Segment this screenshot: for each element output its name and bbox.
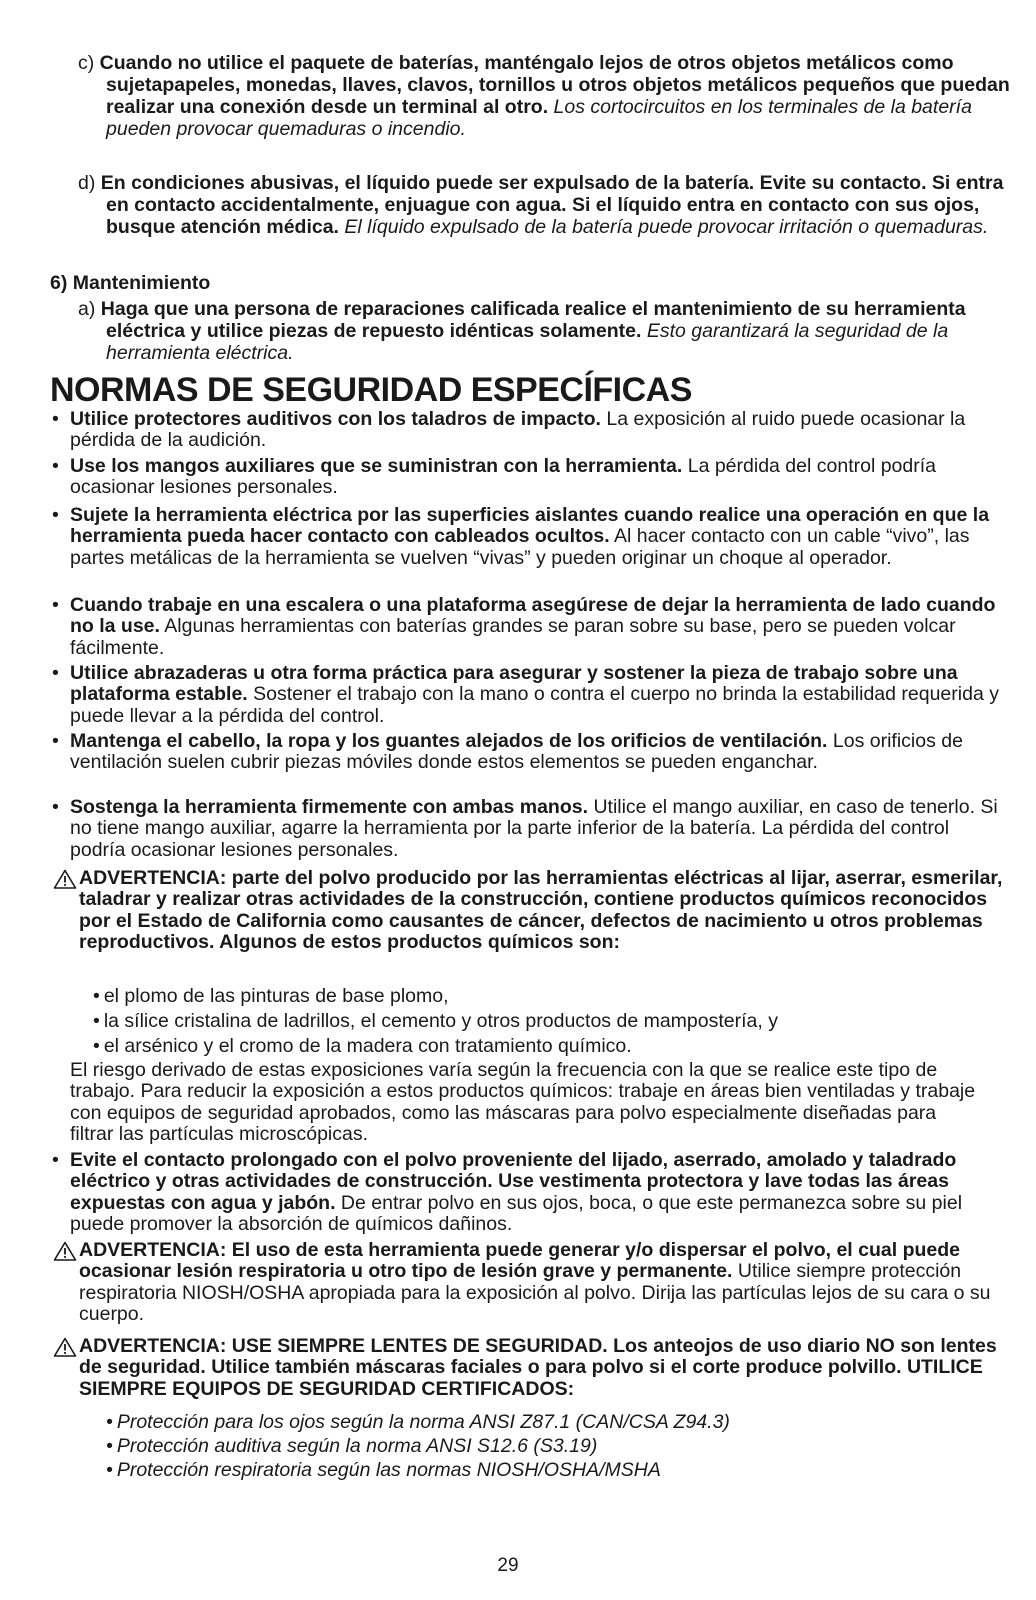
- list-item-text: Protección respiratoria según las normas NIOSH/OSHA/MSHA: [116, 1459, 661, 1481]
- item-bold-text: Cuando no utilice el paquete de baterías, manténgalo lejos de otros objetos metálicos como sujetapapeles, monedas, llaves, clavos, tornillos u otros objetos metálicos pequeños que puedan realizar una conexión desde un terminal al otro.: [99, 52, 1010, 118]
- bullet-dot: •: [52, 594, 59, 616]
- bullet-bold-text: Evite el contacto prolongado con el polvo proveniente del lijado, aserrado, amolado y taladrado eléctrico y otras actividades de construcción. Use vestimenta protectora y lave todas las áreas expuestas con agua y jabón.: [70, 1149, 957, 1214]
- bullet-dot: •: [93, 985, 100, 1007]
- chemical-list-item: [93, 1036, 632, 1057]
- warning-bold-text: ADVERTENCIA: USE SIEMPRE LENTES DE SEGURIDAD. Los anteojos de uso diario NO son lentes de seguridad. Utilice también máscaras faciales o para polvo si el corte produce polvillo. UTILICE SIEMPRE EQUIPOS DE SEGURIDAD CERTIFICADOS:: [79, 1335, 997, 1400]
- list-item-text: el arsénico y el cromo de la madera con tratamiento químico.: [103, 1035, 632, 1057]
- item-italic-text: Esto garantizará la seguridad de la herramienta eléctrica.: [106, 320, 949, 364]
- bullet-dot: •: [93, 1035, 100, 1057]
- warning-icon: [53, 1337, 77, 1357]
- bullet-bold-text: Utilice abrazaderas u otra forma práctica para asegurar y sostener la pieza de trabajo sobre una plataforma estable.: [70, 662, 958, 706]
- warning-block: [50, 1336, 1009, 1400]
- bullet-dot: •: [52, 504, 59, 526]
- bullet-text: Algunas herramientas con baterías grandes se paran sobre su base, pero se pueden volcar fácilmente.: [70, 615, 956, 659]
- bullet-bold-text: Sujete la herramienta eléctrica por las superficies aislantes cuando realice una operación en que la herramienta pueda hacer contacto con cableados ocultos.: [70, 504, 990, 548]
- list-item-text: Protección para los ojos según la norma ANSI Z87.1 (CAN/CSA Z94.3): [116, 1411, 730, 1433]
- bullet-item: [50, 731, 1000, 774]
- warning-text: Utilice siempre protección respiratoria NIOSH/OSHA apropiada para la exposición al polvo. Dirija las partículas lejos de su cara o su cuerpo.: [79, 1260, 991, 1326]
- bullet-bold-text: Sostenga la herramienta firmemente con ambas manos.: [70, 796, 589, 818]
- bullet-dot: •: [106, 1435, 113, 1457]
- bullet-text: De entrar polvo en sus ojos, boca, o que este permanezca sobre su piel puede promover la absorción de químicos dañinos.: [70, 1191, 963, 1236]
- bullet-item: [50, 595, 1000, 659]
- bullet-text: Utilice el mango auxiliar, en caso de tenerlo. Si no tiene mango auxiliar, agarre la herramienta por la parte inferior de la batería. La pérdida del control podría ocasionar lesiones personales.: [70, 796, 998, 861]
- bullet-dot: •: [52, 796, 59, 818]
- chemical-list-item: [93, 1011, 778, 1032]
- bullet-bold-text: Utilice protectores auditivos con los taladros de impacto.: [70, 408, 601, 430]
- section-title: NORMAS DE SEGURIDAD ESPECÍFICAS: [50, 371, 692, 409]
- bullet-item: [50, 456, 1000, 499]
- list-item-text: Protección auditiva según la norma ANSI S12.6 (S3.19): [116, 1435, 598, 1457]
- item-italic-text: El líquido expulsado de la batería puede provocar irritación o quemaduras.: [344, 216, 989, 238]
- item-bold-text: En condiciones abusivas, el líquido puede ser expulsado de la batería. Evite su contacto. Si entra en contacto accidentalmente, enjuague con agua. Si el líquido entra en contacto con sus ojos, busque atención médica.: [100, 172, 1004, 238]
- item-italic-text: Los cortocircuitos en los terminales de la batería pueden provocar quemaduras o incendio.: [106, 96, 972, 140]
- bullet-text: La pérdida del control podría ocasionar lesiones personales.: [70, 455, 936, 499]
- item-letter: d): [78, 172, 96, 194]
- warning-block: [50, 1240, 1009, 1326]
- safety-equipment-item: [106, 1436, 597, 1457]
- bullet-text: Al hacer contacto con un cable “vivo”, las partes metálicas de la herramienta se vuelven “vivas” y pueden originar un choque al operador.: [70, 525, 970, 569]
- item-letter: c): [78, 52, 95, 74]
- bullet-bold-text: Use los mangos auxiliares que se suministran con la herramienta.: [70, 455, 683, 477]
- bullet-dot: •: [93, 1010, 100, 1032]
- bullet-bold-text: Mantenga el cabello, la ropa y los guantes alejados de los orificios de ventilación.: [70, 730, 828, 752]
- bullet-text: Los orificios de ventilación suelen cubrir piezas móviles donde estos elementos se pueden enganchar.: [70, 730, 963, 774]
- safety-equipment-item: [106, 1460, 661, 1481]
- bullet-item: [50, 663, 1000, 727]
- bullet-bold-text: Cuando trabaje en una escalera o una plataforma asegúrese de dejar la herramienta de lado cuando no la use.: [70, 594, 996, 638]
- warning-block: [50, 868, 1009, 954]
- bullet-item: [50, 505, 1000, 569]
- bullet-item: [50, 1150, 1000, 1236]
- warning-bold-text: ADVERTENCIA: El uso de esta herramienta puede generar y/o dispersar el polvo, el cual puede ocasionar lesión respiratoria u otro tipo de lesión grave y permanente.: [79, 1239, 961, 1283]
- warning-bold-text: ADVERTENCIA: parte del polvo producido por las herramientas eléctricas al lijar, aserrar, esmerilar, taladrar y realizar otras actividades de la construcción, contiene productos químicos reconocidos por el Estado de California como causantes de cáncer, defectos de nacimiento u otros problemas reproductivos. Algunos de estos productos químicos son:: [79, 867, 1003, 954]
- item-letter: a): [78, 298, 96, 320]
- bullet-item: [50, 797, 1000, 861]
- warning-icon: [53, 869, 77, 889]
- bullet-dot: •: [106, 1411, 113, 1433]
- battery-item-d: [78, 172, 1026, 238]
- maintenance-heading: 6) Mantenimiento: [50, 272, 211, 294]
- bullet-text: Sostener el trabajo con la mano o contra el cuerpo no brinda la estabilidad requerida y puede llevar a la pérdida del control.: [70, 683, 999, 727]
- bullet-dot: •: [106, 1459, 113, 1481]
- page-number: 29: [497, 1555, 519, 1576]
- bullet-text: La exposición al ruido puede ocasionar la pérdida de la audición.: [70, 408, 966, 452]
- exposure-paragraph: El riesgo derivado de estas exposiciones varía según la frecuencia con la que se realice este tipo de trabajo. Para reducir la exposición a estos productos químicos: trabaje en áreas bien ventiladas y trabaje con equipos de seguridad aprobados, como las máscaras para polvo especialmente diseñadas para filtrar las partículas microscópicas.: [70, 1059, 976, 1146]
- safety-equipment-item: [106, 1412, 730, 1433]
- item-bold-text: Haga que una persona de reparaciones calificada realice el mantenimiento de su herramienta eléctrica y utilice piezas de repuesto idénticas solamente.: [100, 298, 966, 342]
- battery-item-c: [78, 52, 1026, 140]
- bullet-dot: •: [52, 730, 59, 752]
- chemical-list-item: [93, 986, 449, 1007]
- list-item-text: el plomo de las pinturas de base plomo,: [103, 985, 449, 1007]
- bullet-dot: •: [52, 408, 59, 430]
- list-item-text: la sílice cristalina de ladrillos, el cemento y otros productos de mampostería, y: [103, 1010, 778, 1032]
- bullet-dot: •: [52, 455, 59, 477]
- maintenance-item-a: [78, 298, 1026, 364]
- bullet-dot: •: [52, 662, 59, 684]
- bullet-item: [50, 409, 1000, 452]
- warning-icon: [53, 1241, 77, 1261]
- bullet-dot: •: [52, 1149, 59, 1171]
